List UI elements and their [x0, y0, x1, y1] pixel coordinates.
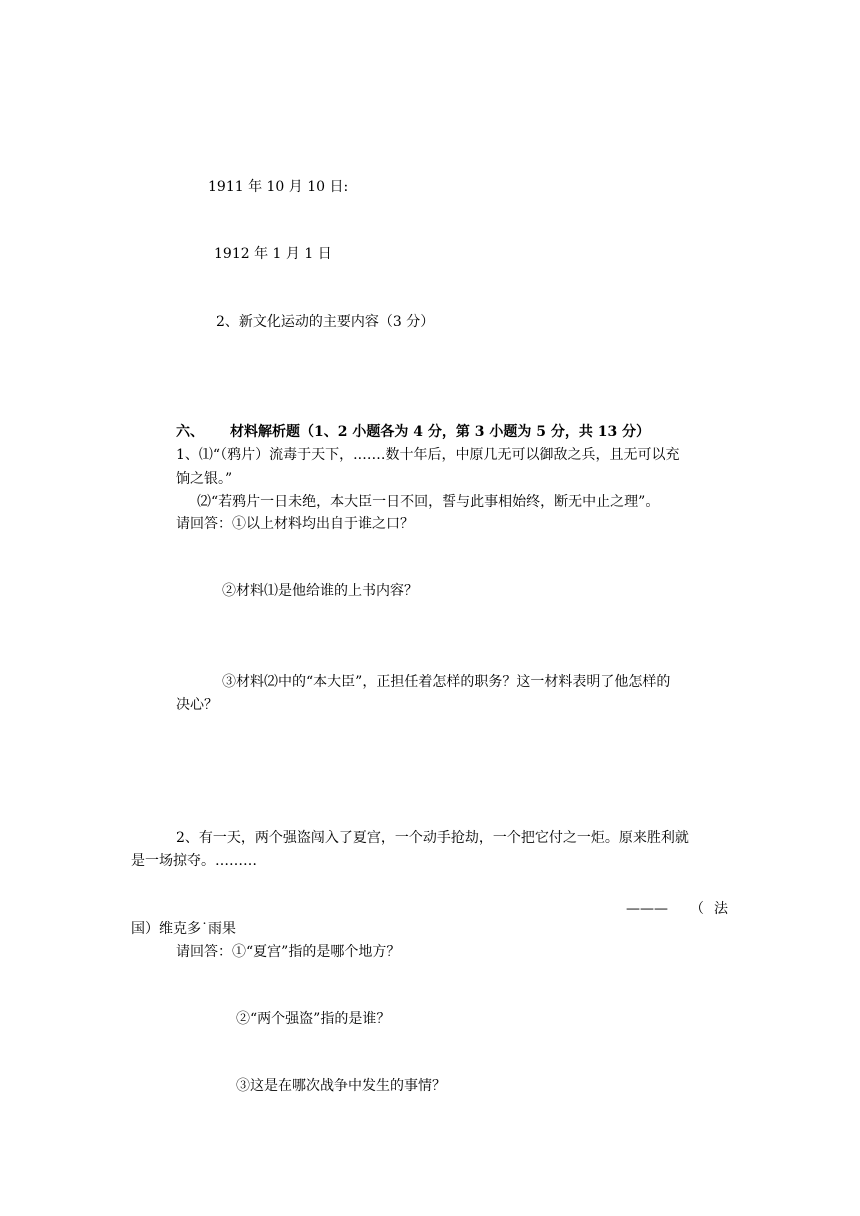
date-1911: 1911 年 10 月 10 日:: [208, 179, 349, 195]
q2-ask1: 请回答：①“夏宫”指的是哪个地方？: [176, 944, 401, 960]
q2-attribution-line2: 国）维克多˙雨果: [131, 921, 236, 937]
q2-text-line2: 是一场掠夺。………: [131, 853, 257, 869]
q1-material1-line1: 1、⑴“（鸦片）流毒于天下，.……数十年后，中原几无可以御敌之兵，且无可以充: [176, 447, 680, 463]
q1-ask3-line2: 决心？: [176, 697, 218, 713]
section-six-heading: [176, 423, 650, 441]
attribution-fa: 法: [714, 901, 728, 917]
q2-attribution-line1: [626, 898, 728, 918]
attribution-dash: ———: [626, 901, 668, 917]
section-six-title: 材料解析题（1、2 小题各为 4 分，第 3 小题为 5 分，共 13 分）: [230, 424, 651, 440]
attribution-paren: （: [690, 901, 704, 917]
date-1912: 1912 年 1 月 1 日: [214, 246, 332, 262]
q1-material2: ⑵“若鸦片一日未绝，本大臣一日不回，誓与此事相始终，断无中止之理”。: [197, 494, 660, 510]
q2-ask3: ③这是在哪次战争中发生的事情？: [236, 1078, 446, 1094]
section-six-number: 六、: [176, 424, 204, 440]
q1-ask3-line1: ③材料⑵中的“本大臣”，正担任着怎样的职务？这一材料表明了他怎样的: [222, 674, 671, 690]
q2-ask2: ②“两个强盗”指的是谁？: [236, 1011, 391, 1027]
q2-text-line1: 2、有一天，两个强盗闯入了夏宫，一个动手抢劫，一个把它付之一炬。原来胜利就: [176, 830, 689, 846]
q1-ask2: ②材料⑴是他给谁的上书内容？: [222, 583, 418, 599]
q1-material1-line2: 饷之银。”: [176, 471, 233, 487]
question-new-culture-movement: 2、新文化运动的主要内容（3 分）: [216, 314, 435, 330]
q1-ask1: 请回答：①以上材料均出自于谁之口？: [176, 516, 414, 532]
